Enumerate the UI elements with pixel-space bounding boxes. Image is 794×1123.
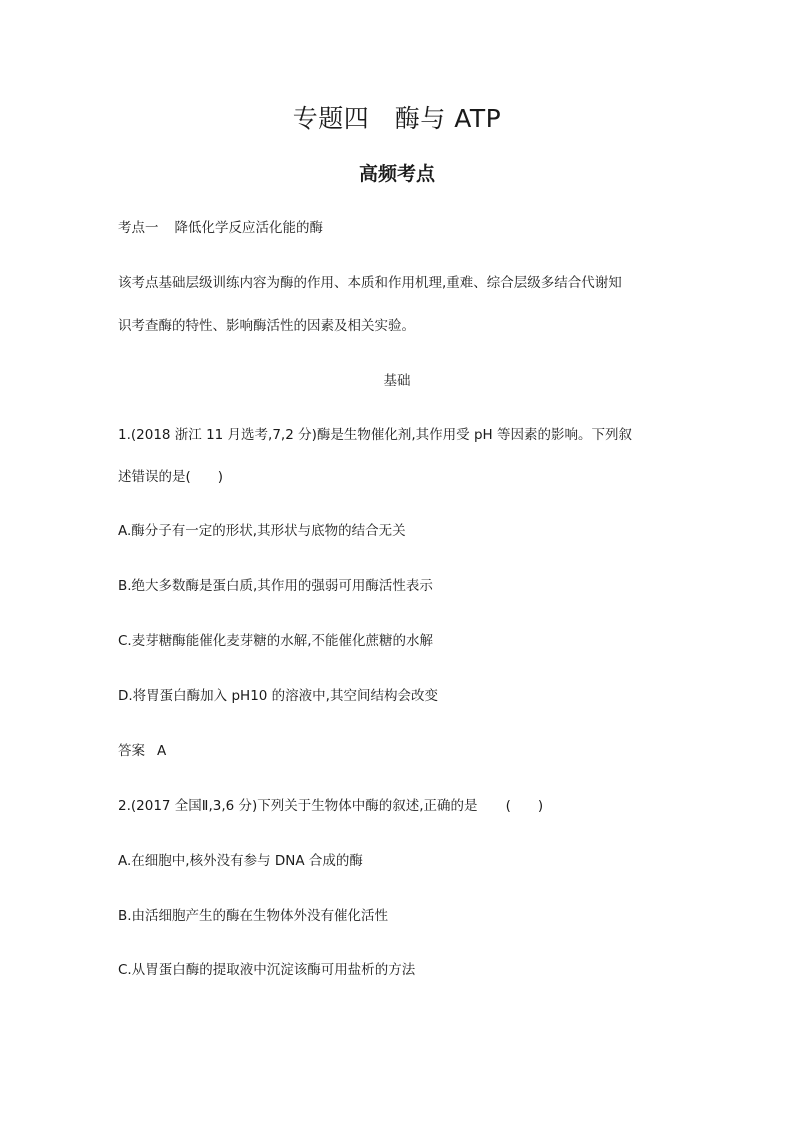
- intro-line-1: 该考点基础层级训练内容为酶的作用、本质和作用机理,重难、综合层级多结合代谢知: [118, 275, 622, 291]
- question-2-stem: [118, 796, 543, 816]
- question-2-option-a: A.在细胞中,核外没有参与 DNA 合成的酶: [118, 853, 363, 869]
- answer-value: A: [157, 743, 167, 759]
- page-title: 专题四 酶与 ATP: [292, 104, 502, 133]
- question-1-option-a: A.酶分子有一定的形状,其形状与底物的结合无关: [118, 523, 406, 539]
- question-1-option-d: D.将胃蛋白酶加入 pH10 的溶液中,其空间结构会改变: [118, 688, 438, 704]
- page-subtitle: 高频考点: [358, 163, 435, 185]
- section-label: 考点一: [118, 220, 159, 236]
- question-1-answer: [118, 741, 166, 761]
- question-1-option-b: B.绝大多数酶是蛋白质,其作用的强弱可用酶活性表示: [118, 578, 433, 594]
- question-1-stem-line-2: 述错误的是( ): [118, 469, 224, 485]
- answer-label: 答案: [118, 743, 145, 759]
- section-heading: [118, 218, 323, 238]
- question-1-stem-line-1: 1.(2018 浙江 11 月选考,7,2 分)酶是生物催化剂,其作用受 pH 等因素的影响。下列叙: [118, 427, 632, 443]
- level-heading: 基础: [383, 373, 411, 389]
- question-2-option-b: B.由活细胞产生的酶在生物体外没有催化活性: [118, 908, 389, 924]
- intro-line-2: 识考查酶的特性、影响酶活性的因素及相关实验。: [118, 318, 415, 334]
- question-2-option-c: C.从胃蛋白酶的提取液中沉淀该酶可用盐析的方法: [118, 962, 416, 978]
- question-2-stem-text: 2.(2017 全国Ⅱ,3,6 分)下列关于生物体中酶的叙述,正确的是: [118, 798, 478, 814]
- section-name: 降低化学反应活化能的酶: [174, 220, 323, 236]
- question-1-option-c: C.麦芽糖酶能催化麦芽糖的水解,不能催化蔗糖的水解: [118, 633, 434, 649]
- question-2-answer-paren: ( ): [505, 798, 544, 814]
